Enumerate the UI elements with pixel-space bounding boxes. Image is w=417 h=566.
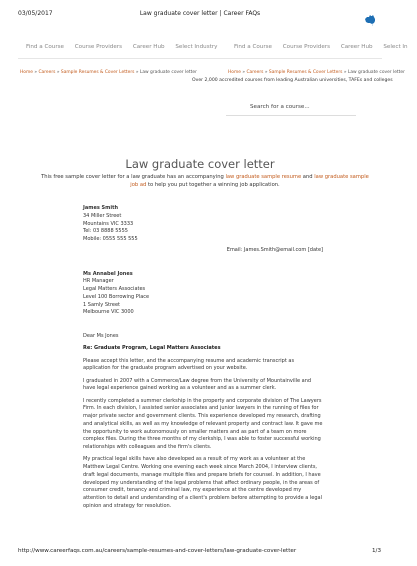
sender-name: James Smith: [83, 205, 119, 211]
sample-resume-link[interactable]: law graduate sample resume: [225, 174, 302, 180]
breadcrumb-home[interactable]: Home: [20, 70, 33, 75]
nav-select-industry-2[interactable]: Select In: [383, 44, 408, 50]
intro-paragraph: This free sample cover letter for a law graduate has an accompanying law graduate sample resume and law graduate sample job ad to help you put together a winning job application.: [41, 174, 369, 189]
letter-paragraph: Please accept this letter, and the accompanying resume and academic transcript as application for the graduate program advertised on your website.: [83, 357, 295, 372]
site-nav-right: [234, 44, 417, 50]
breadcrumb-resumes-2[interactable]: Sample Resumes & Cover Letters: [268, 70, 343, 75]
promo-text: Over 2,000 accredited courses from leading Australian universities, TAFEs and colleges: [192, 78, 393, 83]
sender-address-line: Mountains VIC 3333: [83, 220, 134, 227]
search-input[interactable]: Search for a course...: [250, 104, 310, 110]
letter-paragraph: My practical legal skills have also developed as a result of my work as a volunteer at the Matthew Legal Centre. Working one evening each week since March 2004, I interview clients, draft legal documents, manage multiple files and prepare briefs for counsel. In addition, I have developed my understanding of the legal problems that affect ordinary people, in the areas of consumer credit, tenancy and criminal law, my experience at the centre developed my attention to detail and understanding of a client's problem before attempting to provide a legal opinion and strategy for resolution.: [83, 456, 323, 509]
breadcrumb-careers[interactable]: Careers: [38, 70, 56, 75]
breadcrumb-careers-2[interactable]: Careers: [246, 70, 264, 75]
recipient-name: Ms Annabel Jones: [83, 270, 133, 277]
nav-career-hub[interactable]: Career Hub: [132, 44, 165, 50]
print-header-date: 03/05/2017: [18, 10, 53, 17]
nav-find-course-2[interactable]: Find a Course: [234, 44, 272, 50]
recipient-line: 1 Samly Street: [83, 301, 121, 308]
nav-course-providers-2[interactable]: Course Providers: [282, 44, 331, 50]
sender-mobile: Mobile: 0555 555 555: [83, 236, 138, 242]
breadcrumb-duplicate: Home » Careers » Sample Resumes & Cover Letters » Law graduate cover letter: [228, 70, 405, 75]
sender-tel: Tel: 03 8888 5555: [83, 228, 128, 235]
nav-career-hub-2[interactable]: Career Hub: [340, 44, 373, 50]
sender-address-line: 34 Miller Street: [83, 212, 122, 219]
breadcrumb-current-2: » Law graduate cover letter: [342, 70, 405, 75]
nav-find-course[interactable]: Find a Course: [26, 44, 64, 50]
breadcrumb-current: » Law graduate cover letter: [134, 70, 197, 75]
breadcrumb-home-2[interactable]: Home: [228, 70, 241, 75]
salutation: Dear Ms Jones: [83, 333, 119, 339]
cover-letter: [83, 205, 323, 515]
print-footer-page-number: 1/3: [372, 548, 382, 554]
letter-paragraph: I graduated in 2007 with a Commerce/Law degree from the University of Mountainville and have legal experience gained working as a volunteer and as a summer clerk.: [83, 377, 312, 392]
site-nav-left: [26, 44, 226, 50]
recipient-line: Level 100 Borrowing Place: [83, 293, 150, 300]
print-header-title: Law graduate cover letter | Career FAQs: [139, 10, 261, 17]
nav-select-industry[interactable]: Select Industry: [175, 44, 218, 50]
recipient-line: Melbourne VIC 3000: [83, 309, 134, 316]
print-footer-url: http://www.careerfaqs.com.au/careers/sample-resumes-and-cover-letters/law-graduate-cover-letter: [18, 548, 297, 554]
page-title: Law graduate cover letter: [125, 157, 275, 171]
nav-course-providers[interactable]: Course Providers: [74, 44, 123, 50]
recipient-line: Legal Matters Associates: [83, 286, 146, 292]
australia-map-icon: [364, 14, 376, 26]
breadcrumb: Home » Careers » Sample Resumes & Cover Letters » Law graduate cover letter: [20, 70, 197, 75]
recipient-line: HR Manager: [83, 278, 114, 285]
letter-paragraph: I recently completed a summer clerkship in the property and corporate division of The Lawyers Firm. In each division, I assisted senior associates and junior lawyers in the running of files for major private sector and government clients. This experience developed my research, drafting and analytical skills, as well as my knowledge of relevant property and contract law. It gave me the opportunity to work autonomously on smaller matters and as part of a team on more complex files. During the three months of my clerkship, I was able to foster successful working relationships with colleagues and the firm's clients.: [83, 397, 323, 450]
sample-job-ad-link[interactable]: law graduate sample job ad: [130, 174, 369, 189]
subject-line: Re: Graduate Program, Legal Matters Associates: [83, 345, 221, 352]
nav-divider: [18, 58, 382, 59]
breadcrumb-resumes[interactable]: Sample Resumes & Cover Letters: [60, 70, 135, 75]
sender-email-date: Email: James.Smith@email.com [date]: [226, 246, 323, 253]
search-underline: [226, 115, 356, 116]
